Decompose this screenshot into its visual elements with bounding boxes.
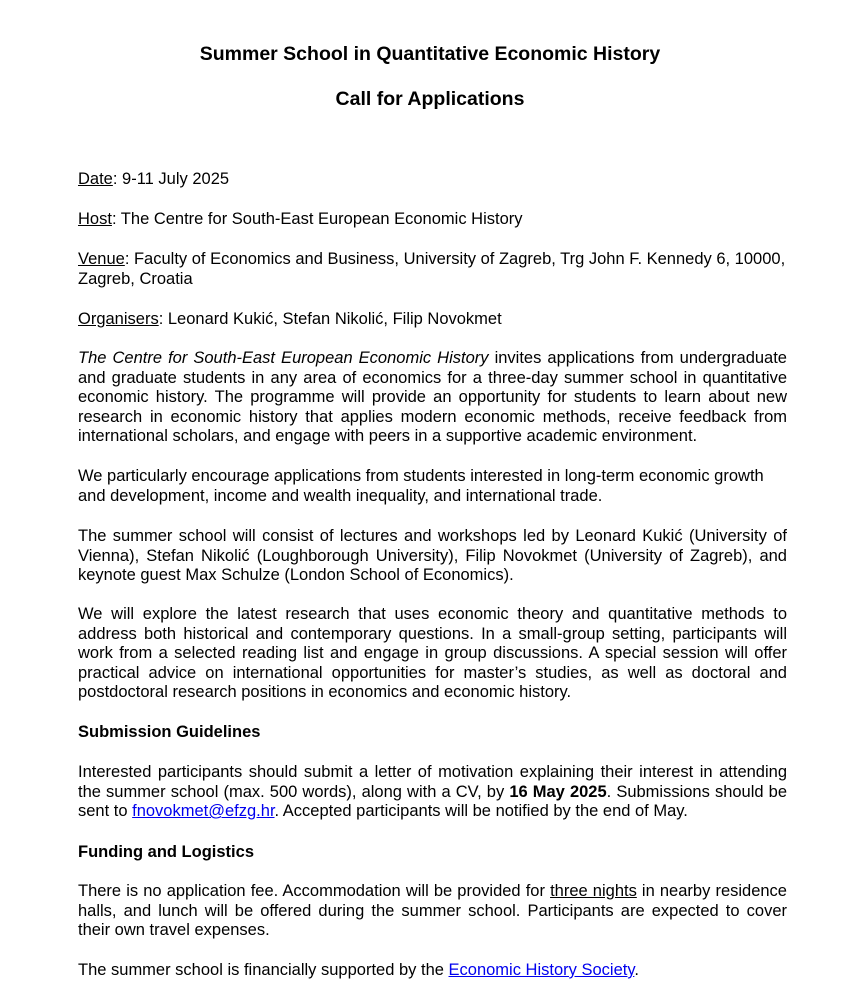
submission-heading: Submission Guidelines (78, 723, 261, 741)
venue-line (78, 250, 787, 289)
organisers-label: Organisers (78, 310, 159, 328)
submission-deadline: 16 May 2025 (509, 782, 607, 801)
host-value: : The Centre for South-East European Economic History (111, 210, 523, 228)
support-text-after: . (634, 961, 639, 979)
submission-paragraph (78, 763, 787, 822)
submission-text-middle: . Submissions should be sent to (78, 782, 788, 820)
venue-label: Venue (78, 250, 125, 268)
funding-paragraph (78, 882, 787, 941)
economic-history-society-link[interactable]: Economic History Society (448, 961, 635, 979)
explore-paragraph: We will explore the latest research that uses economic theory and quantitative methods to address both historical and contemporary questions. In a small-group setting, participants will work from a selected reading list and engage in group discussions. A special session will offer practical advice on international opportunities for master’s studies, as well as doctoral and postdoctoral research positions in economics and economic history. (78, 605, 787, 701)
organisers-line (78, 310, 787, 330)
document-subtitle: Call for Applications (335, 88, 525, 110)
submission-text-before: Interested participants should submit a letter of motivation explaining their interest in attending the summer school (max. 500 words), along with a CV, by (78, 763, 787, 801)
date-value: : 9-11 July 2025 (112, 170, 230, 188)
date-line (78, 170, 787, 190)
intro-text: invites applications from undergraduate and graduate students in any area of economics for a three-day summer school in quantitative economic history. The programme will provide an opportunity for students to learn about new research in economic history that applies modern economic methods, receive feedback from international scholars, and engage with peers in a supportive academic environment. (78, 349, 787, 445)
centre-name: The Centre for South-East European Economic History (78, 349, 489, 367)
support-line (78, 961, 787, 981)
intro-paragraph (78, 349, 787, 447)
encourage-paragraph: We particularly encourage applications from students interested in long-term economic growth and development, income and wealth inequality, and international trade. (78, 467, 764, 505)
venue-value: : Faculty of Economics and Business, University of Zagreb, Trg John F. Kennedy 6, 10000, Zagreb, Croatia (78, 250, 786, 288)
funding-text-before: There is no application fee. Accommodation will be provided for (78, 882, 551, 900)
host-label: Host (78, 210, 112, 228)
organisers-value: : Leonard Kukić, Stefan Nikolić, Filip Novokmet (158, 310, 502, 328)
support-text-before: The summer school is financially supported by the (78, 961, 449, 979)
document-title: Summer School in Quantitative Economic History (199, 43, 661, 65)
funding-text-after: in nearby residence halls, and lunch will be offered during the summer school. Participants are expected to cover their own travel expenses. (78, 882, 787, 939)
lectures-paragraph: The summer school will consist of lectures and workshops led by Leonard Kukić (University of Vienna), Stefan Nikolić (Loughborough University), Filip Novokmet (University of Zagreb), and keynote guest Max Schulze (London School of Economics). (78, 527, 787, 584)
email-link[interactable]: fnovokmet@efzg.hr (132, 802, 275, 820)
host-line (78, 210, 787, 230)
three-nights-text: three nights (550, 882, 637, 900)
date-label: Date (78, 170, 113, 188)
funding-heading: Funding and Logistics (78, 843, 254, 861)
submission-text-after: . Accepted participants will be notified by the end of May. (274, 802, 688, 820)
